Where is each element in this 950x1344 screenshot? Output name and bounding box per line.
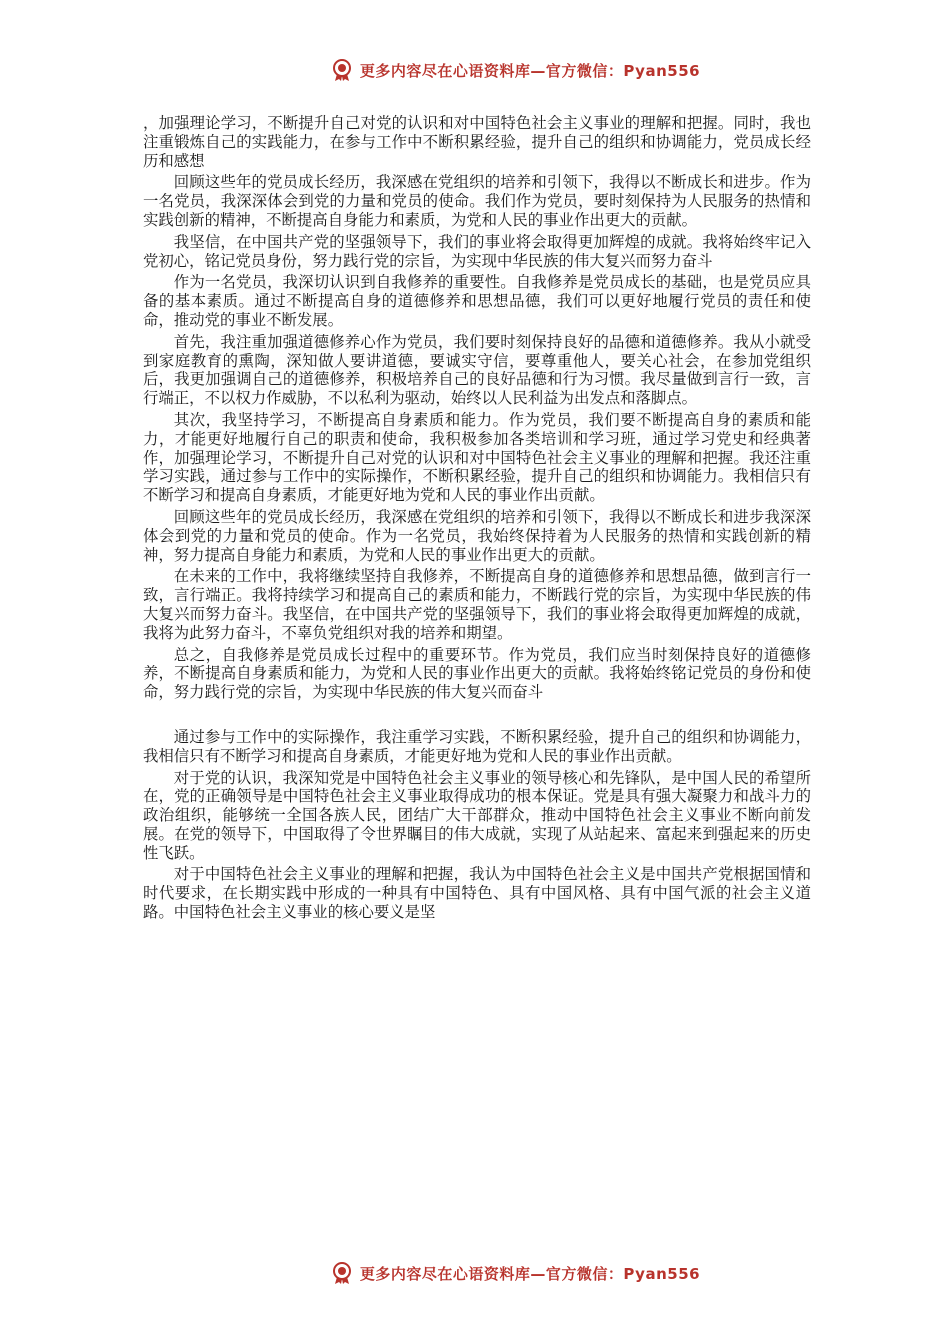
ribbon-seal-logo-icon (330, 58, 354, 82)
paragraph-review-again: 回顾这些年的党员成长经历，我深感在党组织的培养和引领下，我得以不断成长和进步我深深体会到党的力量和党员的使命。作为一名党员，我始终保持着为人民服务的热情和实践创新的精神，努力提高自身能力和素质，为党和人民的事业作出更大的贡献。 (143, 507, 811, 564)
header-banner-inner (330, 58, 700, 82)
paragraph-party-understanding: 对于党的认识，我深知党是中国特色社会主义事业的领导核心和先锋队，是中国人民的希望所在，党的正确领导是中国特色社会主义事业取得成功的根本保证。党是具有强大凝聚力和战斗力的政治组织，能够统一全国各族人民，团结广大干部群众，推动中国特色社会主义事业不断向前发展。在党的领导下，中国取得了令世界瞩目的伟大成就，实现了从站起来、富起来到强起来的历史性飞跃。 (143, 768, 811, 862)
document-body (143, 114, 811, 1134)
footer-banner (0, 1258, 950, 1288)
paragraph-socialism-understanding: 对于中国特色社会主义事业的理解和把握，我认为中国特色社会主义是中国共产党根据国情和时代要求，在长期实践中形成的一种具有中国特色、具有中国风格、具有中国气派的社会主义道路。中国特色社会主义事业的核心要义是坚 (143, 865, 811, 922)
paragraph-continuation: ，加强理论学习，不断提升自己对党的认识和对中国特色社会主义事业的理解和把握。同时，我也注重锻炼自己的实践能力，在参与工作中不断积累经验，提升自己的组织和协调能力，党员成长经历和感想 (143, 114, 811, 170)
paragraph-practice: 通过参与工作中的实际操作，我注重学习实践，不断积累经验，提升自己的组织和协调能力，我相信只有不断学习和提高自身素质，才能更好地为党和人民的事业作出贡献。 (143, 727, 811, 765)
paragraph-second-learning: 其次，我坚持学习，不断提高自身素质和能力。作为党员，我们要不断提高自身的素质和能力，才能更好地履行自己的职责和使命，我积极参加各类培训和学习班，通过学习党史和经典著作，加强理论学习，不断提升自己对党的认识和对中国特色社会主义事业的理解和把握。我还注重学习实践，通过参与工作中的实际操作，不断积累经验，提升自己的组织和协调能力。我相信只有不断学习和提高自身素质，才能更好地为党和人民的事业作出贡献。 (143, 410, 811, 505)
paragraph-conclusion: 总之，自我修养是党员成长过程中的重要环节。作为党员，我们应当时刻保持良好的道德修养，不断提高自身素质和能力，为党和人民的事业作出更大的贡献。我将始终铭记党员的身份和使命，努力践行党的宗旨，为实现中华民族的伟大复兴而奋斗 (143, 645, 811, 702)
paragraph-first-morality: 首先，我注重加强道德修养心作为党员，我们要时刻保持良好的品德和道德修养。我从小就受到家庭教育的熏陶，深知做人要讲道德，要诚实守信，要尊重他人，要关心社会，在参加党组织后，我更加强调自己的道德修养，积极培养自己的良好品德和行为习惯。我尽量做到言行一致，言行端正，不以权力作威胁，不以私利为驱动，始终以人民利益为出发点和落脚点。 (143, 332, 811, 408)
paragraph-future-work: 在未来的工作中，我将继续坚持自我修养，不断提高自身的道德修养和思想品德，做到言行一致，言行端正。我将持续学习和提高自己的素质和能力，不断践行党的宗旨，为实现中华民族的伟大复兴而努力奋斗。我坚信，在中国共产党的坚强领导下，我们的事业将会取得更加辉煌的成就，我将为此努力奋斗，不辜负党组织对我的培养和期望。 (143, 567, 811, 642)
paragraph-review-growth: 回顾这些年的党员成长经历，我深感在党组织的培养和引领下，我得以不断成长和进步。作为一名党员，我深深体会到党的力量和党员的使命。我们作为党员，要时刻保持为人民服务的热情和实践创新的精神，不断提高自身能力和素质，为党和人民的事业作出更大的贡献。 (143, 173, 811, 229)
footer-banner-inner (330, 1261, 700, 1285)
paragraph-belief: 我坚信，在中国共产党的坚强领导下，我们的事业将会取得更加辉煌的成就。我将始终牢记入党初心，铭记党员身份，努力践行党的宗旨，为实现中华民族的伟大复兴而努力奋斗 (143, 232, 811, 270)
footer-banner-text: 更多内容尽在心语资料库—官方微信：Pyan556 (359, 1264, 701, 1283)
paragraph-self-cultivation: 作为一名党员，我深切认识到自我修养的重要性。自我修养是党员成长的基础，也是党员应具备的基本素质。通过不断提高自身的道德修养和思想品德，我们可以更好地履行党员的责任和使命，推动党的事业不断发展。 (143, 273, 811, 329)
header-banner (0, 55, 950, 85)
header-banner-text: 更多内容尽在心语资料库—官方微信：Pyan556 (359, 61, 701, 80)
ribbon-seal-logo-icon (330, 1261, 354, 1285)
